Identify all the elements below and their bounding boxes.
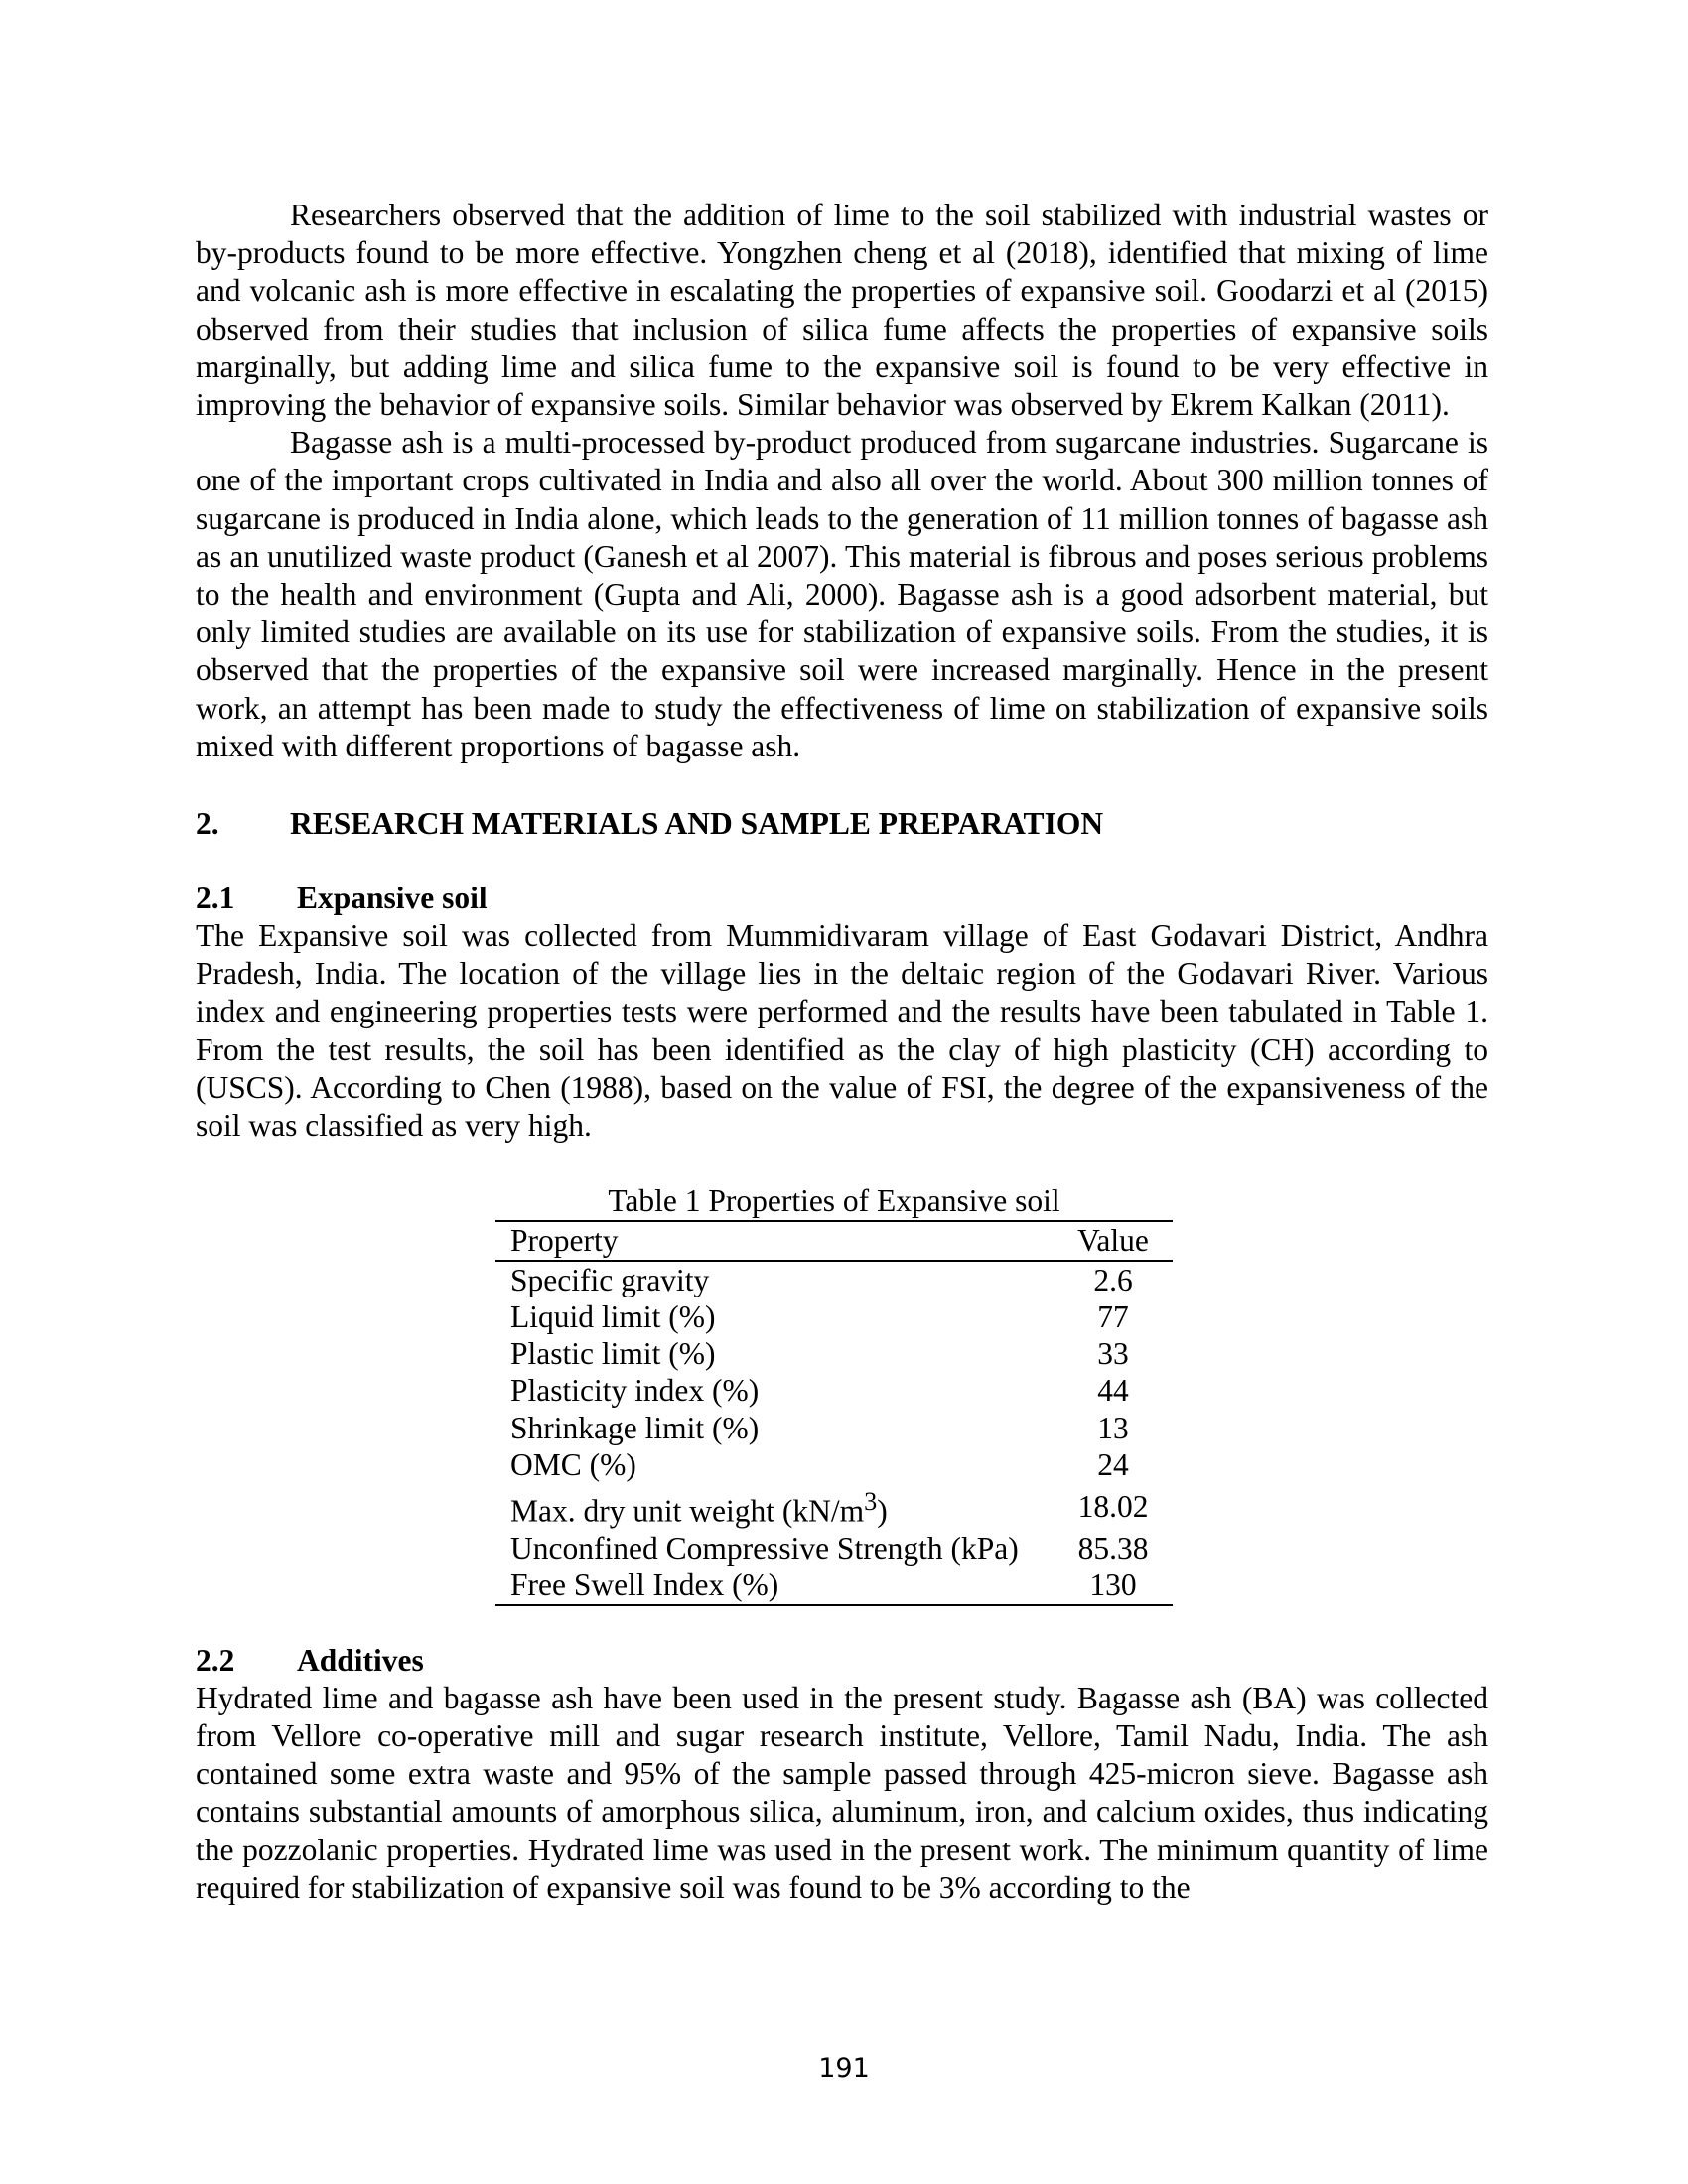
table-1	[495, 1182, 1173, 1605]
cell-value: 33	[1097, 1336, 1129, 1372]
cell-property: Unconfined Compressive Strength (kPa)	[510, 1531, 1019, 1567]
cell-value: 2.6	[1093, 1262, 1133, 1297]
cell-property	[495, 1483, 1054, 1530]
cell-value: 85.38	[1077, 1531, 1149, 1567]
table-row	[495, 1335, 1173, 1372]
table-row	[495, 1483, 1173, 1530]
cell-value: 130	[1054, 1567, 1173, 1604]
cell-property-text: Max. dry unit weight (kN/m	[510, 1493, 865, 1529]
cell-value: 18.02	[1077, 1489, 1149, 1525]
cell-value: 24	[1097, 1447, 1129, 1483]
paragraph-lime-stabilization: Researchers observed that the addition of lime to the soil stabilized with industrial wastes or by-products found to be more effective. Yongzhen cheng et al (2018), identified that mixing of lime and volcanic ash is more effective in escalating the properties of expansive soil. Goodarzi et al (2015) observed from their studies that inclusion of silica fume affects the properties of expansive soils marginally, but adding lime and silica fume to the expansive soil is found to be very effective in improving the behavior of expansive soils. Similar behavior was observed by Ekrem Kalkan (2011).	[196, 198, 1488, 423]
page-content	[196, 197, 1488, 1907]
cell-property: Plasticity index (%)	[510, 1373, 760, 1409]
cell-property: OMC (%)	[510, 1447, 636, 1483]
paragraph-expansive-soil: The Expansive soil was collected from Mummidivaram village of East Godavari District, Andhra Pradesh, India. The location of the village lies in the deltaic region of the Godavari River. Various index and engineering properties tests were performed and the results have been tabulated in Table 1. From the test results, the soil has been identified as the clay of high plasticity (CH) according to (USCS). According to Chen (1988), based on the value of FSI, the degree of the expansiveness of the soil was classified as very high.	[196, 918, 1488, 1144]
subsection-title: Additives	[297, 1642, 424, 1678]
cell-property: Liquid limit (%)	[510, 1298, 716, 1334]
section-heading-2	[196, 805, 1488, 843]
cell-property: Shrinkage limit (%)	[510, 1410, 760, 1445]
cell-property: Specific gravity	[510, 1262, 710, 1297]
cell-property: Plastic limit (%)	[510, 1336, 716, 1372]
page-number: 191	[818, 2053, 870, 2084]
paragraph-bagasse-ash: Bagasse ash is a multi-processed by-product produced from sugarcane industries. Sugarcane is one of the important crops cultivated in India and also all over the world. About 300 million tonnes of sugarcane is produced in India alone, which leads to the generation of 11 million tonnes of bagasse ash as an unutilized waste product (Ganesh et al 2007). This material is fibrous and poses serious problems to the health and environment (Gupta and Ali, 2000). Bagasse ash is a good adsorbent material, but only limited studies are available on its use for stabilization of expansive soils. From the studies, it is observed that the properties of the expansive soil were increased marginally. Hence in the present work, an attempt has been made to study the effectiveness of lime on stabilization of expansive soils mixed with different proportions of bagasse ash.	[196, 425, 1488, 763]
superscript-cubed: 3	[864, 1487, 878, 1517]
section-number: 2.	[196, 806, 219, 842]
table-row	[495, 1372, 1173, 1409]
table-header-row	[495, 1221, 1173, 1260]
cell-value: 13	[1097, 1410, 1129, 1445]
subsection-title: Expansive soil	[297, 881, 488, 916]
table-row	[495, 1567, 1173, 1604]
table-caption: Table 1 Properties of Expansive soil	[608, 1183, 1060, 1219]
table-row	[495, 1298, 1173, 1335]
subsection-heading-2-2	[196, 1642, 1488, 1680]
cell-value: 77	[1097, 1298, 1129, 1334]
subsection-heading-2-1	[196, 880, 1488, 917]
section-title: RESEARCH MATERIALS AND SAMPLE PREPARATION	[290, 806, 1104, 842]
header-value: Value	[1054, 1221, 1173, 1260]
table-row	[495, 1261, 1173, 1298]
subsection-number: 2.1	[196, 881, 235, 916]
table-row	[495, 1530, 1173, 1567]
cell-property: Free Swell Index (%)	[495, 1567, 1054, 1604]
cell-property-close: )	[877, 1493, 888, 1529]
paragraph-additives: Hydrated lime and bagasse ash have been used in the present study. Bagasse ash (BA) was collected from Vellore co-operative mill and sugar research institute, Vellore, Tamil Nadu, India. The ash contained some extra waste and 95% of the sample passed through 425-micron sieve. Bagasse ash contains substantial amounts of amorphous silica, aluminum, iron, and calcium oxides, thus indicating the pozzolanic properties. Hydrated lime was used in the present work. The minimum quantity of lime required for stabilization of expansive soil was found to be 3% according to the	[196, 1680, 1488, 1905]
header-property: Property	[495, 1221, 1054, 1260]
table-row	[495, 1410, 1173, 1446]
subsection-number: 2.2	[196, 1642, 235, 1678]
table-row	[495, 1446, 1173, 1483]
properties-table	[495, 1220, 1173, 1605]
cell-value: 44	[1097, 1373, 1129, 1409]
